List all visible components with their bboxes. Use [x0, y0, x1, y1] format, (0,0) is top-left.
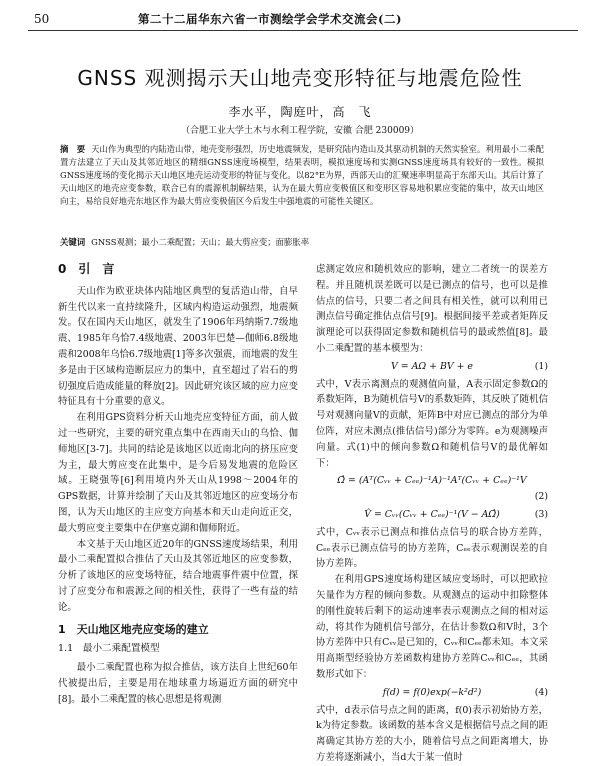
- equation-4-number: (4): [534, 686, 548, 698]
- paragraph: 式中，Cᵥᵥ表示已测点和推估点信号的联合协方差阵，Cₑₑ表示已测点信号的协方差阵，Cₑₑ表示观测误差的自协方差阵。: [316, 526, 548, 570]
- paragraph: 虑测定效应和随机效应的影响，建立二者统一的误差方程。并且随机误差既可以是已测点的信号，也可以是推估点的信号，只要二者之间具有相关性，就可以利用已测点信号确定推估点信号[9]。根据间接平差或者矩阵反演理论可以获得固定参数和随机信号的最或然值[8]。最小二乘配置的基本模型为：: [316, 264, 548, 354]
- right-column: [316, 262, 548, 766]
- authors: 李水平，陶庭叶，高 飞: [228, 105, 372, 119]
- keywords: [60, 236, 544, 248]
- abstract: [60, 143, 544, 208]
- abstract-text: 天山作为典型的内陆造山带，地壳变形强烈，历史地震频发，是研究陆内造山及其驱动机制的天然实验室。利用最小二乘配置方法建立了天山及其邻近地区的精细GNSS速度场模型，结果表明，模拟速度场和实测GNSS速度场具有较好的一致性。模拟GNSS速度场的变化揭示天山地区地壳运动变形的特征与变化。以82°E为界，西部天山的汇聚速率明显高于东部天山。其后计算了天山地区的地壳应变参数，联合已有的震源机制解结果，认为在最大剪应变极值区和变形区容易地积累应变能的集中，故天山地区向主，易给良好地壳东地区作为最大剪应变极值区今后发生中强地震的可能性关键区。: [60, 144, 545, 206]
- section-heading-intro: 0 引 言: [58, 262, 115, 276]
- equation-3: [316, 507, 548, 523]
- running-title: 第二十二届华东六省一市测绘学会学术交流会(二): [138, 12, 402, 26]
- equation-3-text: V̂ = Cᵥᵥ(Cᵥᵥ + Cₑₑ)⁻¹(V − AΩ̂): [364, 508, 500, 520]
- paragraph: 本文基于天山地区近20年的GNSS速度场结果，利用最小二乘配置拟合推估了天山及其邻近地区的应变参数，分析了该地区的应变场特征，结合地震事件震中位置，探讨了应变分布和震源之间的相关性，获得了一些有益的结论。: [58, 538, 298, 613]
- header-rule: [28, 30, 578, 31]
- paragraph: 式中，d表示信号点之间的距离，f(0)表示初始协方差，k为待定参数。该函数的基本含义是根据信号点之间的距离确定其协方差的大小，随着信号点之间距离增大，协方差将逐渐减小，当d大于某一值时: [316, 704, 548, 763]
- equation-2: [316, 473, 548, 505]
- paragraph: 式中，V表示离测点的观测值向量，A表示固定参数Ω的系数矩阵，B为随机信号V的系数矩阵，其反映了随机信号对观测向量V的贡献，矩阵B中对应已测点的部分为单位阵，对应未测点(推估信号)部分为零阵。e为观测噪声向量。式(1)中的倾向参数Ω和随机信号V的最优解如下：: [316, 378, 548, 469]
- equation-1-number: (1): [534, 360, 548, 372]
- paragraph: 在利用GPS速度场构建区域应变场时，可以把欧拉矢量作为方程的倾向参数。从观测点的运动中扣除整体的刚性旋转后剩下的运动速率表示观测点之间的相对运动，将其作为随机信号部分，在估计参数Ω和V时，3个协方差阵中只有Cᵥᵥ是已知的，Cᵥᵥ和Cₑₑ都未知。本文采用高斯型经验协方差函数构建协方差阵Cᵥᵥ和Cₑₑ，其函数形式如下：: [316, 574, 548, 680]
- paragraph: 天山作为欧亚块体内陆地区典型的复活造山带，自早新生代以来一直持续隆升，区域内构造运动强烈，地震频发。仅在国内天山地区，就发生了1906年玛纳斯7.7级地震、1985年乌恰7.4级地震、2003年巴楚—伽师6.8级地震和2008年乌恰6.7级地震[1]等多次强震，而地震的发生多是由于区域构造断层应力的集中，直至超过了岩石的剪切强度后造成能量的释放[2]。因此研究该区域的应力应变特征具有十分重要的意义。: [58, 285, 298, 408]
- equation-3-number: (3): [534, 508, 548, 520]
- subsection-heading: 1.1 最小二乘配置模型: [58, 643, 160, 655]
- affiliation: （合肥工业大学土木与水利工程学院，安徽 合肥 230009）: [180, 126, 420, 136]
- paragraph: 最小二乘配置也称为拟合推估，该方法自上世纪60年代被提出后，主要是用在地球重力场逼近方面的研究中[8]。最小二乘配置的核心思想是将观测: [58, 662, 298, 705]
- section-heading-1: 1 天山地区地壳应变场的建立: [58, 622, 209, 636]
- paper-title: GNSS 观测揭示天山地壳变形特征与地震危险性: [77, 66, 523, 90]
- equation-2-text: Ω̂ = (Aᵀ(Cᵥᵥ + Cₑₑ)⁻¹A)⁻¹Aᵀ(Cᵥᵥ + Cₑₑ)⁻¹V: [337, 475, 527, 487]
- equation-1-text: V = AΩ + BV + e: [391, 360, 473, 372]
- paragraph: 在利用GPS资料分析天山地壳应变特征方面，前人做过一些研究，主要的研究重点集中在西南天山的乌恰、伽师地区[3-7]。共同的结论是该地区以近南北向的挤压应变为主，最大剪应变在此集中，是今后易发地震的危险区域。王晓强等[6]利用境内外天山从1998～2004年的GPS数据，计算并绘制了天山及其邻近地区的应变场分布图，认为天山地区的主应变方向基本和天山走向近正交，最大剪应变主要集中在伊塞克湖和伽师附近。: [58, 412, 298, 534]
- equation-4: [316, 685, 548, 701]
- keywords-label: 关键词: [60, 237, 86, 247]
- abstract-label: 摘 要: [60, 144, 86, 154]
- equation-4-text: f(d) = f(0)exp(−k²d²): [382, 686, 482, 698]
- left-column: [58, 262, 298, 708]
- equation-2-number: (2): [534, 491, 548, 503]
- keywords-text: GNSS观测；最小二乘配置；天山；最大剪应变；面膨胀率: [91, 237, 310, 247]
- page-number: 50: [34, 12, 50, 26]
- equation-1: [316, 359, 548, 375]
